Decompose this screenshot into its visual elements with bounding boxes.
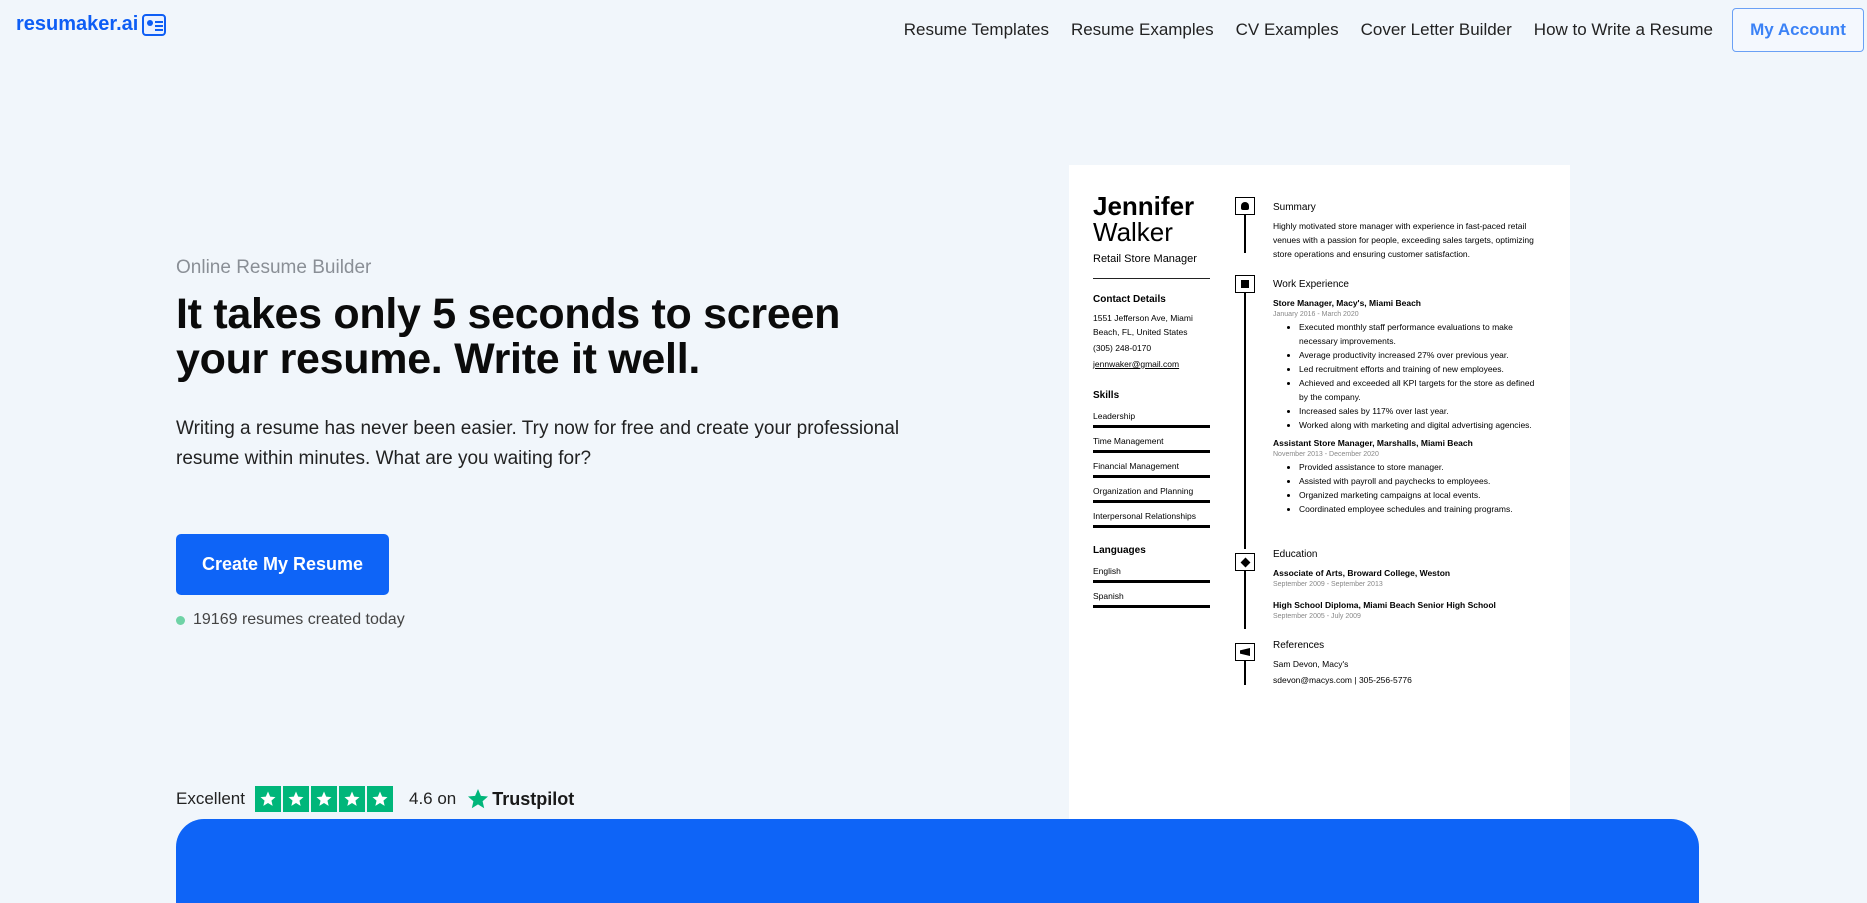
job-bullets	[1273, 320, 1543, 432]
experience-section	[1273, 278, 1543, 516]
job-bullet: • Provided assistance to store manager.	[1299, 460, 1543, 474]
star-icon	[367, 786, 393, 812]
hero-subtext: Writing a resume has never been easier. Try now for free and create your professional resume within minutes. What are you waiting for?	[176, 418, 900, 469]
counter-text: 19169 resumes created today	[193, 611, 405, 628]
star-icon	[283, 786, 309, 812]
job-bullet: • Executed monthly staff performance evaluations to make necessary improvements.	[1299, 320, 1543, 348]
nav-resume-examples[interactable]: Resume Examples	[1070, 20, 1214, 39]
briefcase-icon	[1235, 275, 1255, 293]
hero-eyebrow: Online Resume Builder	[176, 257, 372, 278]
star-icon	[255, 786, 281, 812]
language-item: English	[1093, 562, 1210, 587]
job-bullet: • Led recruitment efforts and training of new employees.	[1299, 362, 1543, 376]
timeline-line	[1244, 213, 1246, 253]
contact-email: jennwaker@gmail.com	[1093, 359, 1180, 369]
job-bullet: • Average productivity increased 27% over previous year.	[1299, 348, 1543, 362]
reference-contact: sdevon@macys.com | 305-256-5776	[1273, 675, 1412, 685]
trustpilot-star-icon	[466, 787, 490, 811]
reference-name: Sam Devon, Macy's	[1273, 659, 1349, 669]
job-bullet: • Worked along with marketing and digital advertising agencies.	[1299, 418, 1543, 432]
nav-how-to-write-resume[interactable]: How to Write a Resume	[1533, 20, 1713, 39]
logo-badge-icon	[142, 14, 166, 36]
create-resume-button[interactable]: Create My Resume	[176, 534, 389, 595]
skill-item: Organization and Planning	[1093, 482, 1210, 507]
star-icon	[311, 786, 337, 812]
rating-stars	[255, 786, 393, 812]
experience-heading: Work Experience	[1273, 279, 1349, 290]
timeline-line	[1244, 661, 1246, 685]
resume-role: Retail Store Manager	[1093, 253, 1197, 265]
job-bullet: • Increased sales by 117% over last year.	[1299, 404, 1543, 418]
language-item: Spanish	[1093, 587, 1210, 612]
job-dates: November 2013 - December 2020	[1273, 451, 1379, 458]
main-nav	[904, 20, 1713, 40]
job-dates: January 2016 - March 2020	[1273, 311, 1359, 318]
resume-counter	[176, 611, 405, 629]
logo-text: resumaker.ai	[16, 13, 139, 35]
timeline-line	[1244, 571, 1246, 629]
status-dot-icon	[176, 616, 185, 625]
star-icon	[339, 786, 365, 812]
trustpilot-rating[interactable]	[176, 786, 574, 812]
job-bullet: • Achieved and exceeded all KPI targets for the store as defined by the company.	[1299, 376, 1543, 404]
education-title: High School Diploma, Miami Beach Senior High School	[1273, 600, 1496, 610]
megaphone-icon	[1235, 643, 1255, 661]
job-bullet: • Organized marketing campaigns at local events.	[1299, 488, 1543, 502]
job-bullet: • Assisted with payroll and paychecks to employees.	[1299, 474, 1543, 488]
job-title: Store Manager, Macy's, Miami Beach	[1273, 298, 1421, 308]
graduation-cap-icon	[1235, 553, 1255, 571]
trustpilot-logo	[466, 787, 574, 811]
rating-score: 4.6 on	[408, 789, 457, 808]
person-icon	[1235, 197, 1255, 215]
resume-sidebar	[1093, 293, 1210, 612]
education-dates: September 2005 - July 2009	[1273, 613, 1361, 620]
contact-heading: Contact Details	[1093, 294, 1166, 305]
my-account-button[interactable]: My Account	[1732, 8, 1864, 52]
summary-text: Highly motivated store manager with experience in fast-paced retail venues with a passion for people, exceeding sales targets, optimizing store operations and ensuring customer satisfaction.	[1273, 221, 1534, 259]
logo[interactable]	[16, 13, 166, 36]
skill-item: Time Management	[1093, 432, 1210, 457]
resume-preview	[1069, 165, 1570, 819]
blue-feature-panel	[176, 819, 1699, 903]
nav-cover-letter-builder[interactable]: Cover Letter Builder	[1360, 20, 1512, 39]
resume-name	[1093, 193, 1194, 245]
job-bullets	[1273, 460, 1543, 516]
skills-heading: Skills	[1093, 390, 1120, 401]
references-heading: References	[1273, 640, 1325, 651]
education-heading: Education	[1273, 549, 1318, 560]
references-section	[1273, 639, 1543, 689]
resume-first-name: Jennifer	[1093, 191, 1195, 221]
education-title: Associate of Arts, Broward College, Weston	[1273, 568, 1451, 578]
education-dates: September 2009 - September 2013	[1273, 581, 1383, 588]
nav-cv-examples[interactable]: CV Examples	[1235, 20, 1339, 39]
nav-resume-templates[interactable]: Resume Templates	[903, 20, 1049, 39]
summary-section	[1273, 201, 1543, 263]
timeline-line	[1244, 291, 1246, 549]
languages-heading: Languages	[1093, 545, 1146, 556]
skill-item: Financial Management	[1093, 457, 1210, 482]
skill-item: Interpersonal Relationships	[1093, 507, 1210, 532]
job-bullet: • Coordinated employee schedules and training programs.	[1299, 502, 1543, 516]
resume-divider	[1093, 278, 1210, 279]
contact-phone: (305) 248-0170	[1093, 343, 1152, 353]
hero-headline: It takes only 5 seconds to screen your resume. Write it well.	[176, 290, 841, 383]
skill-item: Leadership	[1093, 407, 1210, 432]
trustpilot-brand: Trustpilot	[492, 788, 575, 809]
education-section	[1273, 548, 1543, 622]
resume-last-name: Walker	[1093, 217, 1173, 247]
rating-word: Excellent	[176, 789, 245, 808]
job-title: Assistant Store Manager, Marshalls, Miami Beach	[1273, 438, 1473, 448]
contact-address: 1551 Jefferson Ave, Miami Beach, FL, United States	[1093, 313, 1193, 337]
summary-heading: Summary	[1273, 202, 1316, 213]
